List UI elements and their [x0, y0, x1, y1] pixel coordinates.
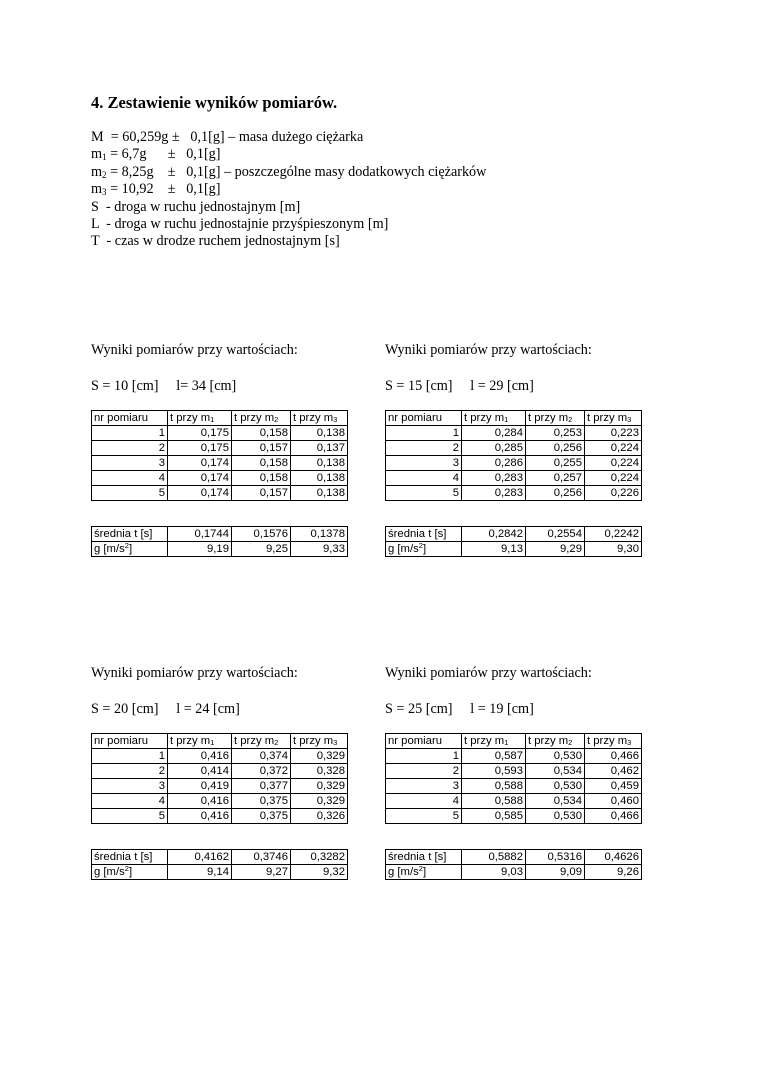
table-cell: 0,329	[291, 779, 348, 794]
table-cell: 5	[92, 809, 168, 824]
table-row	[92, 426, 348, 441]
table-cell: 0,283	[462, 486, 526, 501]
mean-label: średnia t [s]	[92, 527, 168, 542]
mean-label: średnia t [s]	[386, 527, 462, 542]
table-header-row	[92, 411, 348, 426]
param-L: L - droga w ruchu jednostajnie przyśpieszonym [m]	[91, 215, 389, 232]
table-row	[386, 486, 642, 501]
mean-row	[386, 850, 642, 865]
g-value: 9,14	[168, 865, 232, 880]
param-m1: $m_1 = 6,7g$ ± 0,1[g]	[91, 146, 221, 163]
measurement-table	[385, 733, 642, 824]
table-cell: 0,285	[462, 441, 526, 456]
table-header-row	[386, 734, 642, 749]
g-label: g $[m/s^2]$	[386, 865, 462, 880]
table-cell: 0,588	[462, 779, 526, 794]
g-row	[92, 865, 348, 880]
g-value: 9,03	[462, 865, 526, 880]
mean-value: 0,2842	[462, 527, 526, 542]
table-cell: 0,158	[232, 456, 291, 471]
header-t-m1: t przy $m_1$	[168, 411, 232, 426]
table-cell: 4	[386, 794, 462, 809]
table-cell: 4	[386, 471, 462, 486]
table-cell: 0,377	[232, 779, 291, 794]
summary-table	[91, 526, 348, 557]
table-cell: 0,138	[291, 471, 348, 486]
table-row	[92, 764, 348, 779]
header-t-m1: t przy $m_1$	[168, 734, 232, 749]
measurement-table	[91, 410, 348, 501]
table-cell: 5	[386, 486, 462, 501]
table-cell: 0,530	[526, 749, 585, 764]
param-T: T - czas w drodze ruchem jednostajnym [s]	[91, 233, 340, 250]
g-value: 9,25	[232, 542, 291, 557]
table-row	[92, 809, 348, 824]
block-heading: Wyniki pomiarów przy wartościach:	[91, 665, 298, 681]
l-value: l= 34 [cm]	[176, 378, 237, 394]
table-cell: 0,460	[585, 794, 642, 809]
table-cell: 0,226	[585, 486, 642, 501]
mean-value: 0,4162	[168, 850, 232, 865]
mean-row	[92, 850, 348, 865]
table-cell: 0,459	[585, 779, 642, 794]
table-row	[386, 794, 642, 809]
g-value: 9,09	[526, 865, 585, 880]
g-row	[92, 542, 348, 557]
table-cell: 0,462	[585, 764, 642, 779]
table-cell: 0,534	[526, 764, 585, 779]
table-header-row	[92, 734, 348, 749]
table-cell: 0,224	[585, 471, 642, 486]
s-value: S = 10 [cm]	[91, 378, 159, 394]
table-cell: 0,174	[168, 471, 232, 486]
table-row	[92, 456, 348, 471]
header-t-m3: t przy $m_3$	[291, 411, 348, 426]
table-cell: 0,157	[232, 441, 291, 456]
table-cell: 0,416	[168, 794, 232, 809]
table-cell: 0,414	[168, 764, 232, 779]
header-nr: nr pomiaru	[386, 734, 462, 749]
table-cell: 0,419	[168, 779, 232, 794]
table-cell: 0,416	[168, 809, 232, 824]
header-t-m3: t przy $m_3$	[585, 411, 642, 426]
parameter-list	[91, 129, 486, 251]
table-row	[386, 441, 642, 456]
table-cell: 0,137	[291, 441, 348, 456]
mean-value: 0,3282	[291, 850, 348, 865]
g-value: 9,30	[585, 542, 642, 557]
mean-row	[386, 527, 642, 542]
table-cell: 2	[386, 764, 462, 779]
header-t-m2: t przy $m_2$	[232, 411, 291, 426]
table-row	[92, 794, 348, 809]
table-cell: 0,223	[585, 426, 642, 441]
mean-value: 0,2554	[526, 527, 585, 542]
l-value: l = 29 [cm]	[470, 378, 534, 394]
header-t-m3: t przy $m_3$	[585, 734, 642, 749]
table-cell: 0,253	[526, 426, 585, 441]
table-cell: 3	[92, 456, 168, 471]
table-cell: 0,466	[585, 749, 642, 764]
block-parameters	[385, 701, 667, 719]
table-cell: 4	[92, 471, 168, 486]
table-cell: 1	[386, 426, 462, 441]
g-value: 9,33	[291, 542, 348, 557]
table-cell: 0,157	[232, 486, 291, 501]
block-parameters	[385, 378, 667, 396]
table-cell: 1	[92, 426, 168, 441]
header-t-m1: t przy $m_1$	[462, 734, 526, 749]
table-cell: 0,530	[526, 809, 585, 824]
mean-row	[92, 527, 348, 542]
mean-value: 0,4626	[585, 850, 642, 865]
block-parameters	[91, 701, 373, 719]
g-value: 9,19	[168, 542, 232, 557]
g-value: 9,29	[526, 542, 585, 557]
table-cell: 0,588	[462, 794, 526, 809]
table-cell: 0,466	[585, 809, 642, 824]
table-row	[386, 456, 642, 471]
summary-table	[91, 849, 348, 880]
l-value: l = 19 [cm]	[470, 701, 534, 717]
summary-table	[385, 849, 642, 880]
mean-value: 0,1576	[232, 527, 291, 542]
header-t-m2: t przy $m_2$	[232, 734, 291, 749]
table-cell: 0,530	[526, 779, 585, 794]
s-value: S = 20 [cm]	[91, 701, 159, 717]
table-cell: 4	[92, 794, 168, 809]
table-cell: 0,375	[232, 794, 291, 809]
table-cell: 0,286	[462, 456, 526, 471]
g-row	[386, 542, 642, 557]
table-row	[386, 426, 642, 441]
g-label: g $[m/s^2]$	[92, 542, 168, 557]
table-cell: 0,587	[462, 749, 526, 764]
table-row	[386, 779, 642, 794]
table-row	[386, 764, 642, 779]
table-cell: 0,158	[232, 426, 291, 441]
mean-label: średnia t [s]	[92, 850, 168, 865]
header-t-m2: t przy $m_2$	[526, 411, 585, 426]
table-cell: 0,174	[168, 486, 232, 501]
mean-label: średnia t [s]	[386, 850, 462, 865]
table-cell: 0,224	[585, 456, 642, 471]
header-t-m1: t przy $m_1$	[462, 411, 526, 426]
header-t-m3: t przy $m_3$	[291, 734, 348, 749]
param-m3: $m_3 = 10,92$ ± 0,1[g]	[91, 181, 221, 198]
param-M: M = 60,259g ± 0,1[g] – masa dużego ciężarka	[91, 129, 364, 145]
table-cell: 0,255	[526, 456, 585, 471]
g-row	[386, 865, 642, 880]
table-cell: 0,416	[168, 749, 232, 764]
table-cell: 0,158	[232, 471, 291, 486]
table-cell: 5	[92, 486, 168, 501]
table-cell: 0,374	[232, 749, 291, 764]
table-cell: 0,224	[585, 441, 642, 456]
g-value: 9,32	[291, 865, 348, 880]
table-row	[92, 471, 348, 486]
table-header-row	[386, 411, 642, 426]
mean-value: 0,5882	[462, 850, 526, 865]
g-value: 9,26	[585, 865, 642, 880]
table-row	[386, 809, 642, 824]
table-cell: 0,283	[462, 471, 526, 486]
mean-value: 0,1744	[168, 527, 232, 542]
table-cell: 0,328	[291, 764, 348, 779]
table-cell: 0,138	[291, 486, 348, 501]
table-cell: 0,175	[168, 441, 232, 456]
table-cell: 0,256	[526, 486, 585, 501]
table-cell: 0,372	[232, 764, 291, 779]
table-cell: 0,174	[168, 456, 232, 471]
table-cell: 0,256	[526, 441, 585, 456]
table-cell: 0,329	[291, 749, 348, 764]
summary-table	[385, 526, 642, 557]
table-cell: 3	[386, 779, 462, 794]
table-cell: 0,585	[462, 809, 526, 824]
l-value: l = 24 [cm]	[176, 701, 240, 717]
measurement-block	[91, 342, 373, 555]
s-value: S = 15 [cm]	[385, 378, 453, 394]
table-cell: 0,326	[291, 809, 348, 824]
measurement-block	[91, 665, 373, 878]
table-cell: 1	[386, 749, 462, 764]
table-cell: 0,375	[232, 809, 291, 824]
block-parameters	[91, 378, 373, 396]
table-cell: 2	[92, 764, 168, 779]
table-row	[92, 486, 348, 501]
table-cell: 0,257	[526, 471, 585, 486]
table-row	[92, 779, 348, 794]
header-nr: nr pomiaru	[92, 411, 168, 426]
g-value: 9,27	[232, 865, 291, 880]
measurement-block	[385, 665, 667, 878]
block-heading: Wyniki pomiarów przy wartościach:	[385, 665, 592, 681]
table-cell: 0,329	[291, 794, 348, 809]
table-cell: 0,138	[291, 456, 348, 471]
s-value: S = 25 [cm]	[385, 701, 453, 717]
page-title: 4. Zestawienie wyników pomiarów.	[91, 93, 338, 112]
mean-value: 0,5316	[526, 850, 585, 865]
table-cell: 2	[386, 441, 462, 456]
header-t-m2: t przy $m_2$	[526, 734, 585, 749]
block-heading: Wyniki pomiarów przy wartościach:	[385, 342, 592, 358]
table-cell: 0,175	[168, 426, 232, 441]
table-cell: 3	[386, 456, 462, 471]
table-cell: 0,138	[291, 426, 348, 441]
table-cell: 2	[92, 441, 168, 456]
g-value: 9,13	[462, 542, 526, 557]
mean-value: 0,3746	[232, 850, 291, 865]
mean-value: 0,2242	[585, 527, 642, 542]
mean-value: 0,1378	[291, 527, 348, 542]
table-row	[386, 471, 642, 486]
table-cell: 5	[386, 809, 462, 824]
header-nr: nr pomiaru	[92, 734, 168, 749]
param-S: S - droga w ruchu jednostajnym [m]	[91, 198, 301, 215]
table-cell: 3	[92, 779, 168, 794]
header-nr: nr pomiaru	[386, 411, 462, 426]
block-heading: Wyniki pomiarów przy wartościach:	[91, 342, 298, 358]
table-cell: 1	[92, 749, 168, 764]
g-label: g $[m/s^2]$	[92, 865, 168, 880]
measurement-block	[385, 342, 667, 555]
measurement-table	[385, 410, 642, 501]
table-cell: 0,593	[462, 764, 526, 779]
table-row	[92, 749, 348, 764]
table-row	[92, 441, 348, 456]
table-row	[386, 749, 642, 764]
g-label: g $[m/s^2]$	[386, 542, 462, 557]
table-cell: 0,284	[462, 426, 526, 441]
measurement-table	[91, 733, 348, 824]
param-m2: $m_2 = 8,25g$ ± 0,1[g] – poszczególne masy dodatkowych ciężarków	[91, 163, 487, 180]
table-cell: 0,534	[526, 794, 585, 809]
